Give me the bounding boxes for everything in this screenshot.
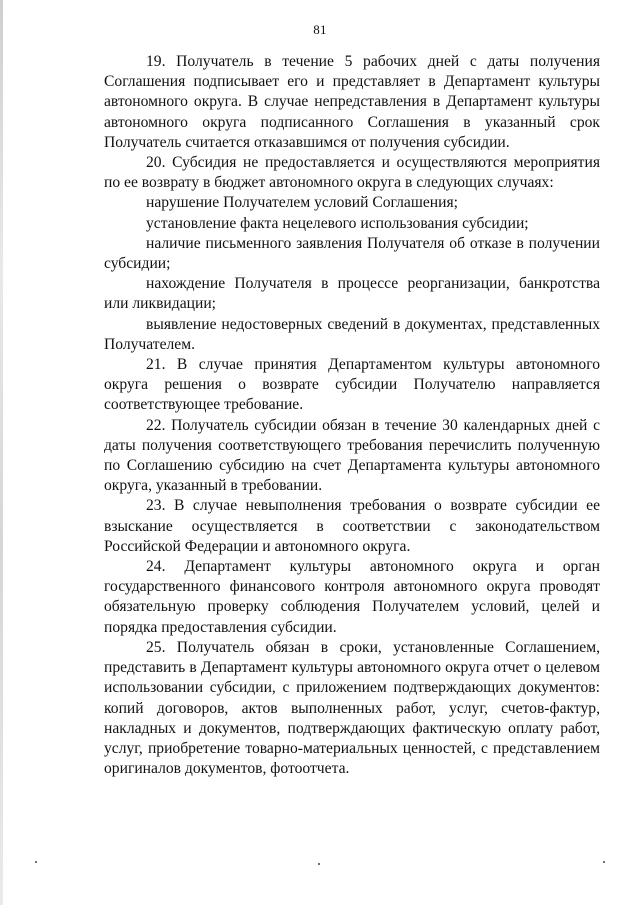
page-number: 81	[313, 22, 327, 37]
paragraph-23: 23. В случае невыполнения требования о возврате субсидии ее взыскание осуществляется в соответствии с законодательством Российской Федерации и автономного округа.	[104, 497, 600, 555]
list-item: установление факта нецелевого использования субсидии;	[146, 214, 529, 232]
paragraph-22: 22. Получатель субсидии обязан в течение 30 календарных дней с даты получения соответствующего требования перечислить полученную по Соглашению субсидию на счет Департамента культуры автономного округа, указанный в требовании.	[104, 416, 600, 495]
list-item: нарушение Получателем условий Соглашения;	[146, 194, 458, 212]
scan-speck	[318, 863, 320, 865]
paragraph-25: 25. Получатель обязан в сроки, установленные Соглашением, представить в Департамент культуры автономного округа отчет о целевом использовании субсидии, с приложением подтверждающих документов: копий договоров, актов выполненных работ, услуг, счетов-фактур, накладных и документов, подтверждающих фактическую оплату работ, услуг, приобретение товарно-материальных ценностей, с представлением оригиналов документов, фотоотчета.	[104, 638, 600, 778]
paragraph-20: 20. Субсидия не предоставляется и осуществляются мероприятия по ее возврату в бюджет автономного округа в следующих случаях:	[104, 154, 600, 192]
scan-binding-edge	[0, 0, 3, 905]
scan-speck	[35, 861, 37, 863]
list-item: нахождение Получателя в процессе реорганизации, банкротства или ликвидации;	[104, 275, 600, 313]
paragraph-24: 24. Департамент культуры автономного округа и орган государственного финансового контроля автономного округа проводят обязательную проверку соблюдения Получателем условий, целей и порядка предоставления субсидии.	[104, 558, 600, 636]
list-item: выявление недостоверных сведений в документах, представленных Получателем.	[104, 315, 600, 353]
paragraph-21: 21. В случае принятия Департаментом культуры автономного округа решения о возврате субсидии Получателю направляется соответствующее требование.	[104, 356, 600, 414]
document-body	[104, 52, 600, 779]
scan-speck	[603, 861, 605, 863]
list-item: наличие письменного заявления Получателя об отказе в получении субсидии;	[104, 234, 600, 273]
paragraph-19: 19. Получатель в течение 5 рабочих дней с даты получения Соглашения подписывает его и представляет в Департамент культуры автономного округа. В случае непредставления в Департамент культуры автономного округа подписанного Соглашения в указанный срок Получатель считается отказавшимся от получения субсидии.	[104, 53, 600, 151]
